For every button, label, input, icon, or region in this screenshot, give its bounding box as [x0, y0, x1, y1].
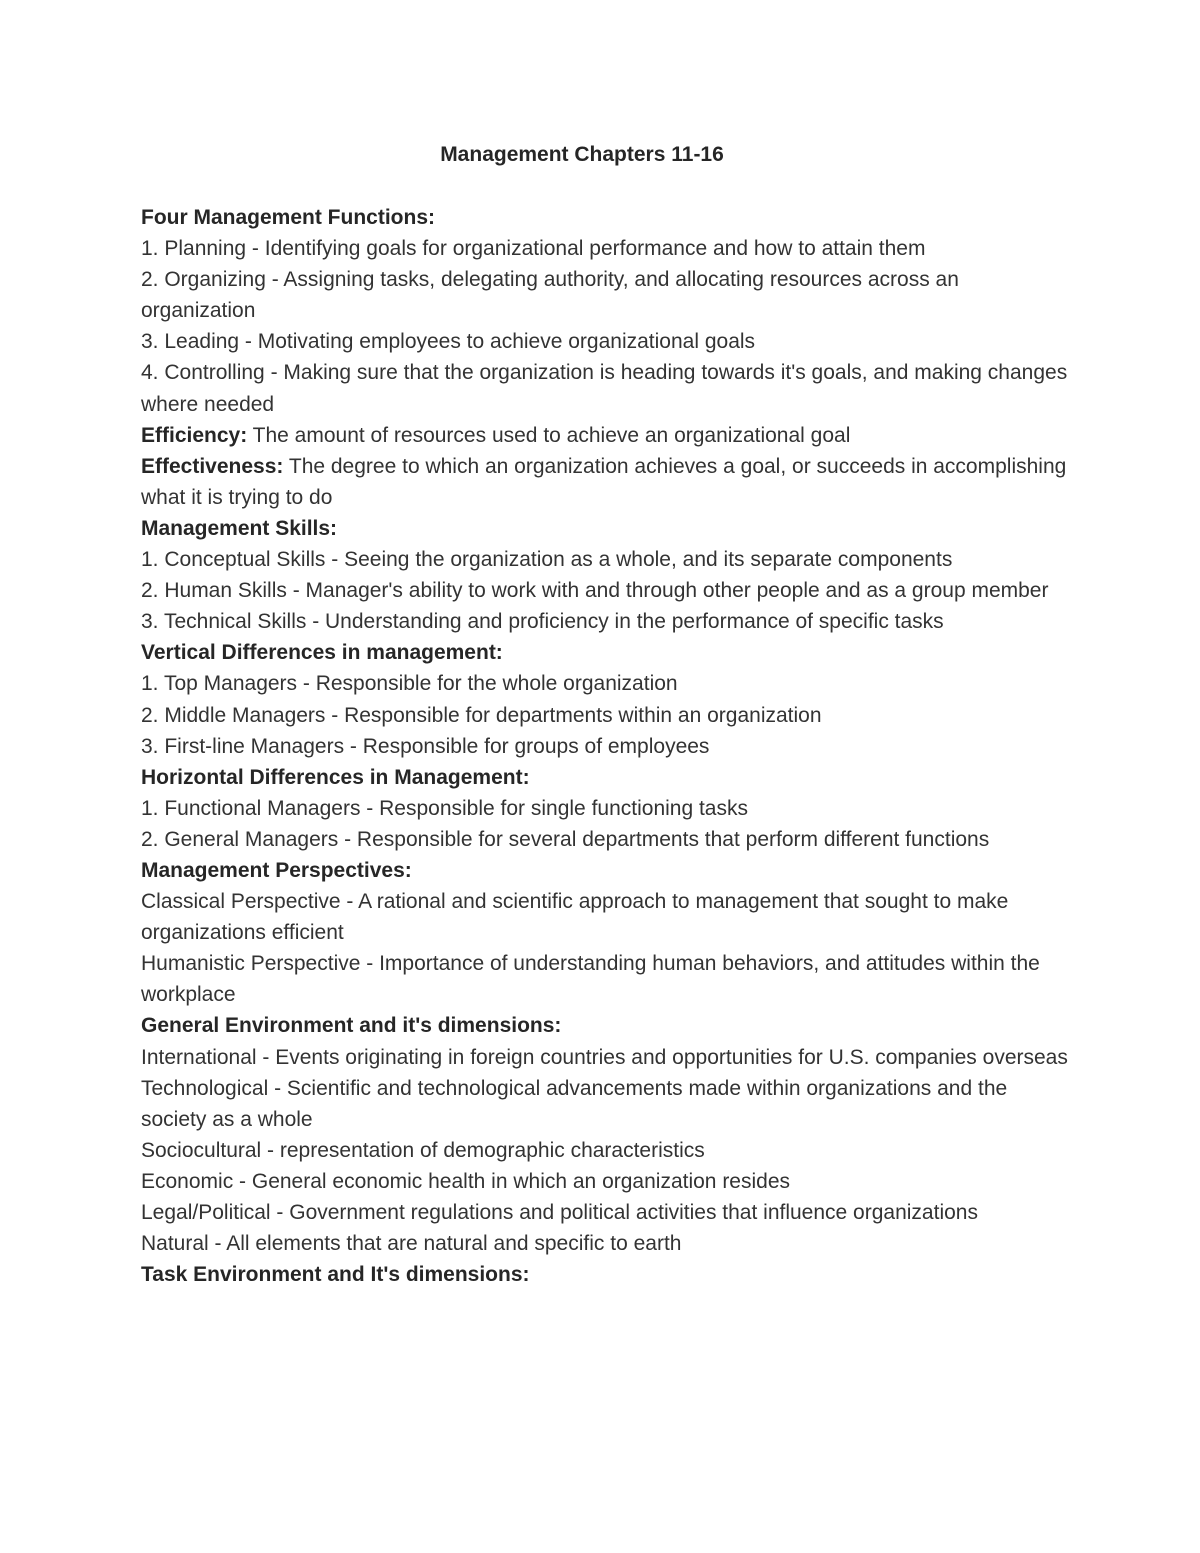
document-title: Management Chapters 11-16	[440, 143, 724, 166]
list-item: Natural - All elements that are natural and specific to earth	[141, 1232, 682, 1256]
section-heading: Four Management Functions:	[141, 206, 435, 229]
section-heading: Task Environment and It's dimensions:	[141, 1263, 530, 1287]
list-item: Economic - General economic health in which an organization resides	[141, 1169, 791, 1193]
list-item: 2. Human Skills - Manager's ability to work with and through other people and as a group member	[141, 579, 1049, 603]
list-item: 4. Controlling - Making sure that the organization is heading towards it's goals, and making changes where needed	[141, 361, 1068, 416]
definition-text: The degree to which an organization achieves a goal, or succeeds in accomplishing what it is trying to do	[141, 454, 1067, 509]
definition-efficiency	[141, 420, 1071, 451]
list-item: 3. Leading - Motivating employees to achieve organizational goals	[141, 330, 756, 354]
section-heading: Management Perspectives:	[141, 858, 412, 882]
list-item: Legal/Political - Government regulations and political activities that influence organizations	[141, 1201, 978, 1224]
list-item: International - Events originating in foreign countries and opportunities for U.S. companies overseas	[141, 1045, 1068, 1069]
list-item: 3. Technical Skills - Understanding and proficiency in the performance of specific tasks	[141, 610, 944, 634]
list-item: 2. General Managers - Responsible for several departments that perform different functions	[141, 827, 990, 851]
document-body	[141, 202, 1071, 1290]
list-item: Sociocultural - representation of demographic characteristics	[141, 1138, 705, 1162]
list-item: Humanistic Perspective - Importance of understanding human behaviors, and attitudes within the workplace	[141, 952, 1040, 1007]
list-item: 3. First-line Managers - Responsible for groups of employees	[141, 734, 710, 758]
section-heading: Management Skills:	[141, 516, 338, 540]
definition-term: Effectiveness:	[141, 454, 284, 478]
section-heading: Horizontal Differences in Management:	[141, 765, 530, 789]
section-heading: Vertical Differences in management:	[141, 641, 503, 665]
list-item: 1. Planning - Identifying goals for organizational performance and how to attain them	[141, 237, 926, 261]
list-item: 1. Conceptual Skills - Seeing the organization as a whole, and its separate components	[141, 548, 953, 572]
definition-effectiveness	[141, 451, 1071, 513]
list-item: Technological - Scientific and technological advancements made within organizations and the society as a whole	[141, 1076, 1008, 1131]
definition-term: Efficiency:	[141, 423, 248, 447]
section-heading: General Environment and it's dimensions:	[141, 1014, 562, 1038]
list-item: 1. Top Managers - Responsible for the whole organization	[141, 672, 678, 696]
definition-text: The amount of resources used to achieve an organizational goal	[247, 423, 851, 447]
list-item: 2. Middle Managers - Responsible for departments within an organization	[141, 703, 822, 727]
list-item: Classical Perspective - A rational and scientific approach to management that sought to make organizations efficient	[141, 890, 1009, 945]
list-item: 2. Organizing - Assigning tasks, delegating authority, and allocating resources across an organization	[141, 268, 959, 323]
list-item: 1. Functional Managers - Responsible for single functioning tasks	[141, 796, 748, 820]
